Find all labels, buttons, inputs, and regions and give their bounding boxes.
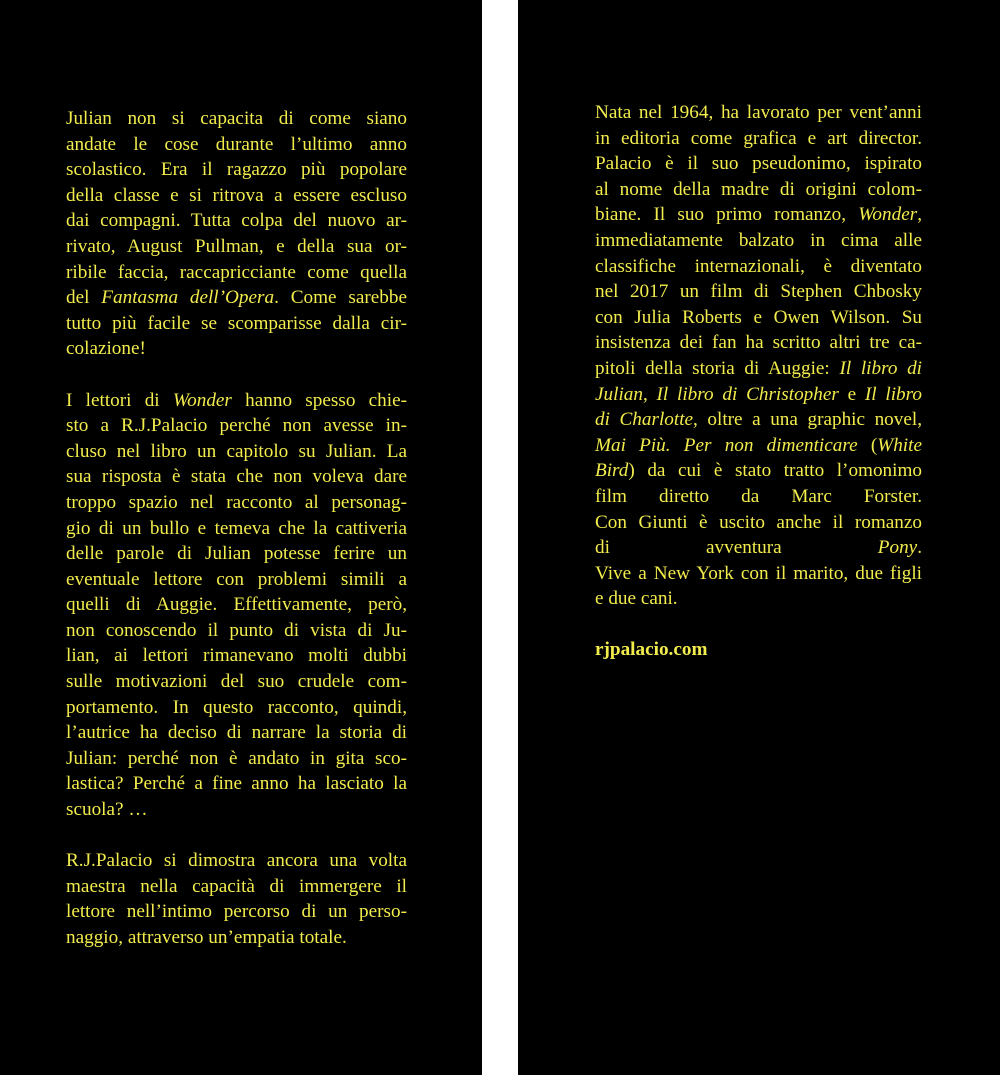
text-line: maestra nella capacità di immergere il — [66, 875, 407, 897]
text-line: classifiche internazionali, è diventato — [595, 255, 922, 277]
text-line: insistenza dei fan ha scritto altri tre ca- — [595, 332, 922, 354]
text-line: e due cani. — [595, 588, 678, 610]
text-line: scuola? … — [66, 799, 148, 821]
text-line: Julian, Il libro di Christopher e Il libro — [595, 383, 922, 405]
text-line: Bird) da cui è stato tratto l’omonimo — [595, 460, 922, 482]
text-line: Con Giunti è uscito anche il romanzo — [595, 511, 922, 533]
author-bio — [595, 100, 922, 663]
text-line: Julian non si capacita di come siano — [66, 108, 407, 129]
book-synopsis — [66, 106, 407, 976]
text-line: con Julia Roberts e Owen Wilson. Su — [595, 306, 922, 328]
text-line: naggio, attraverso un’empatia totale. — [66, 927, 347, 948]
text-line: Palacio è il suo pseudonimo, ispirato — [595, 153, 922, 175]
author-bio-text — [595, 100, 922, 612]
text-line: quelli di Auggie. Effettivamente, però, — [66, 594, 407, 616]
text-line: di avventura Pony. — [595, 537, 922, 559]
text-line: cluso nel libro un capitolo su Julian. La — [66, 440, 407, 462]
spine-divider — [482, 0, 518, 1075]
text-line: di Charlotte, oltre a una graphic novel, — [595, 409, 922, 431]
text-line: del Fantasma dell’Opera. Come sarebbe — [66, 287, 407, 309]
text-line: andate le cose durante l’ultimo anno — [66, 133, 407, 155]
text-line: lastica? Perché a fine anno ha lasciato la — [66, 773, 407, 795]
text-line: tutto più facile se scomparisse dalla cir- — [66, 312, 407, 334]
text-line: scolastico. Era il ragazzo più popolare — [66, 159, 407, 181]
text-line: della classe e si ritrova a essere escluso — [66, 184, 407, 206]
text-line: dai compagni. Tutta colpa del nuovo ar- — [66, 210, 407, 232]
text-line: Nata nel 1964, ha lavorato per vent’anni — [595, 102, 922, 123]
text-line: troppo spazio nel racconto al personag- — [66, 491, 407, 513]
text-line: immediatamente balzato in cima alle — [595, 229, 922, 251]
text-line: portamento. In questo racconto, quindi, — [66, 696, 407, 718]
text-line: l’autrice ha deciso di narrare la storia di — [66, 722, 407, 744]
text-line: nel 2017 un film di Stephen Chbosky — [595, 281, 922, 303]
text-line: ribile faccia, raccapricciante come quella — [66, 261, 407, 283]
text-line: eventuale lettore con problemi simili a — [66, 568, 407, 590]
text-line: colazione! — [66, 338, 146, 360]
text-line: in editoria come grafica e art director. — [595, 127, 922, 149]
text-line: delle parole di Julian potesse ferire un — [66, 543, 407, 565]
text-line: lettore nell’intimo percorso di un perso- — [66, 901, 407, 923]
paragraph — [66, 388, 407, 823]
text-line: sulle motivazioni del suo crudele com- — [66, 671, 407, 693]
text-line: R.J.Palacio si dimostra ancora una volta — [66, 850, 407, 872]
paragraph — [595, 100, 922, 612]
paragraph — [66, 106, 407, 362]
text-line: non conoscendo il punto di vista di Ju- — [66, 619, 407, 641]
text-line: pitoli della storia di Auggie: Il libro di — [595, 357, 923, 379]
text-line: I lettori di Wonder hanno spesso chie- — [66, 389, 408, 411]
text-line: rivato, August Pullman, e della sua or- — [66, 235, 407, 257]
text-line: Vive a New York con il marito, due figli — [595, 562, 922, 584]
text-line: lian, ai lettori rimanevano molti dubbi — [66, 645, 407, 667]
paragraph — [66, 848, 407, 950]
text-line: Mai Più. Per non dimenticare (White — [595, 434, 922, 456]
text-line: sua risposta è stata che non voleva dare — [66, 466, 407, 488]
author-website-link[interactable]: rjpalacio.com — [595, 639, 708, 661]
text-line: sto a R.J.Palacio perché non avesse in- — [66, 415, 407, 437]
text-line: film diretto da Marc Forster. — [595, 485, 922, 507]
text-line: biane. Il suo primo romanzo, Wonder, — [595, 204, 922, 226]
text-line: Julian: perché non è andato in gita sco- — [66, 747, 407, 769]
text-line: al nome della madre di origini colom- — [595, 178, 922, 200]
text-line: gio di un bullo e temeva che la cattiveria — [66, 517, 407, 539]
